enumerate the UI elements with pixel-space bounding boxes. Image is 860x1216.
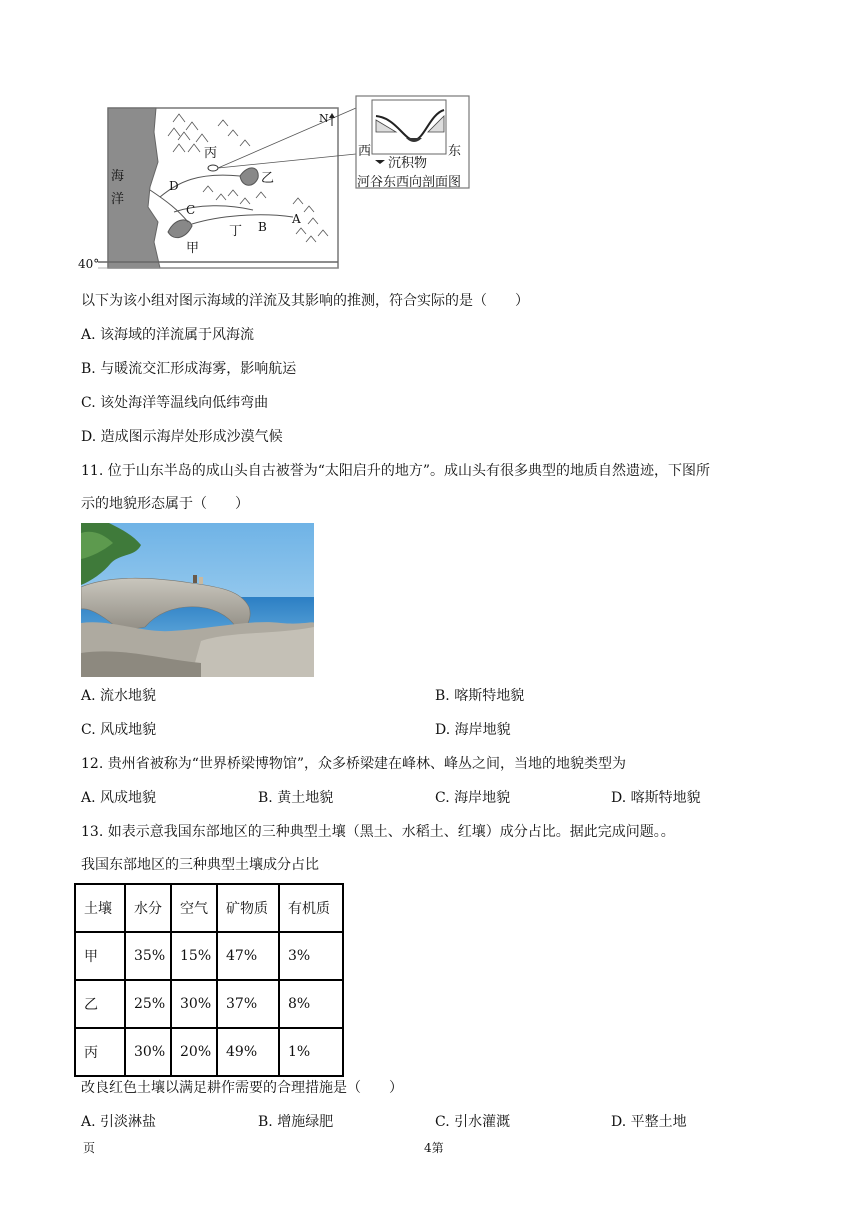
ocean-label-1: 海 [111, 169, 125, 184]
q13-table-title: 我国东部地区的三种典型土壤成分占比 [81, 857, 319, 873]
north-label: N [319, 112, 329, 125]
table-row [75, 932, 343, 980]
q12-option-b: B. 黄土地貌 [258, 790, 334, 806]
place-a: A [292, 212, 301, 226]
q11-stem-line1: 11. 位于山东半岛的成山头自古被誉为“太阳启升的地方”。成山头有很多典型的地质自然遗迹，下图所 [81, 463, 711, 479]
row-label: 甲 [75, 932, 125, 980]
table-row [75, 1028, 343, 1076]
q10-option-b: B. 与暖流交汇形成海雾，影响航运 [81, 361, 297, 377]
q11-option-a: A. 流水地貌 [81, 688, 157, 704]
cell-mineral: 47% [217, 932, 279, 980]
cell-organic: 1% [279, 1028, 343, 1076]
q12-option-d: D. 喀斯特地貌 [611, 790, 701, 806]
cell-water: 30% [125, 1028, 171, 1076]
cell-air: 15% [171, 932, 217, 980]
header-water: 水分 [125, 884, 171, 932]
q12-stem: 12. 贵州省被称为“世界桥梁博物馆”，众多桥梁建在峰林、峰丛之间，当地的地貌类型为 [81, 756, 627, 772]
header-soil: 土壤 [75, 884, 125, 932]
cell-mineral: 49% [217, 1028, 279, 1076]
cell-water: 35% [125, 932, 171, 980]
q13-sub-stem: 改良红色土壤以满足耕作需要的合理措施是（ ） [81, 1080, 403, 1096]
inset-west-label: 西 [358, 144, 372, 159]
cell-mineral: 37% [217, 980, 279, 1028]
q12-option-a: A. 风成地貌 [81, 790, 157, 806]
soil-composition-table [74, 883, 344, 1077]
cell-organic: 8% [279, 980, 343, 1028]
q11-option-c: C. 风成地貌 [81, 722, 157, 738]
q13-stem: 13. 如表示意我国东部地区的三种典型土壤（黑土、水稻土、红壤）成分占比。据此完成问题。。 [81, 824, 675, 840]
row-label: 丙 [75, 1028, 125, 1076]
place-c: C [186, 203, 196, 217]
table-header-row [75, 884, 343, 932]
place-ding: 丁 [229, 224, 243, 239]
inset-sediment-label: 沉积物 [388, 156, 428, 171]
q10-option-a: A. 该海域的洋流属于风海流 [81, 327, 255, 343]
q11-stem-line2: 示的地貌形态属于（ ） [81, 496, 249, 512]
q11-option-d: D. 海岸地貌 [435, 722, 511, 738]
place-jia: 甲 [186, 241, 200, 256]
footer-left: 页 [83, 1141, 96, 1155]
latitude-label: 40° [78, 257, 100, 271]
q13-option-c: C. 引水灌溉 [435, 1114, 511, 1130]
q13-option-a: A. 引淡淋盐 [81, 1114, 157, 1130]
cell-air: 30% [171, 980, 217, 1028]
cell-organic: 3% [279, 932, 343, 980]
sea-arch-photo [81, 523, 314, 677]
ocean-label-2: 洋 [111, 192, 125, 207]
q10-option-d: D. 造成图示海岸处形成沙漠气候 [81, 429, 283, 445]
place-b: B [258, 220, 267, 234]
q12-option-c: C. 海岸地貌 [435, 790, 511, 806]
row-label: 乙 [75, 980, 125, 1028]
page-number: 4第 [424, 1141, 444, 1155]
header-organic: 有机质 [279, 884, 343, 932]
place-d: D [169, 179, 179, 193]
header-mineral: 矿物质 [217, 884, 279, 932]
q13-option-d: D. 平整土地 [611, 1114, 687, 1130]
table-row [75, 980, 343, 1028]
q11-option-b: B. 喀斯特地貌 [435, 688, 525, 704]
header-air: 空气 [171, 884, 217, 932]
cell-water: 25% [125, 980, 171, 1028]
q10-option-c: C. 该处海洋等温线向低纬弯曲 [81, 395, 269, 411]
cell-air: 20% [171, 1028, 217, 1076]
place-bing: 丙 [204, 146, 218, 161]
inset-caption: 河谷东西向剖面图 [357, 175, 462, 190]
inset-east-label: 东 [448, 144, 462, 159]
q13-option-b: B. 增施绿肥 [258, 1114, 334, 1130]
q10-stem: 以下为该小组对图示海域的洋流及其影响的推测，符合实际的是（ ） [81, 293, 529, 309]
place-yi: 乙 [261, 171, 275, 186]
